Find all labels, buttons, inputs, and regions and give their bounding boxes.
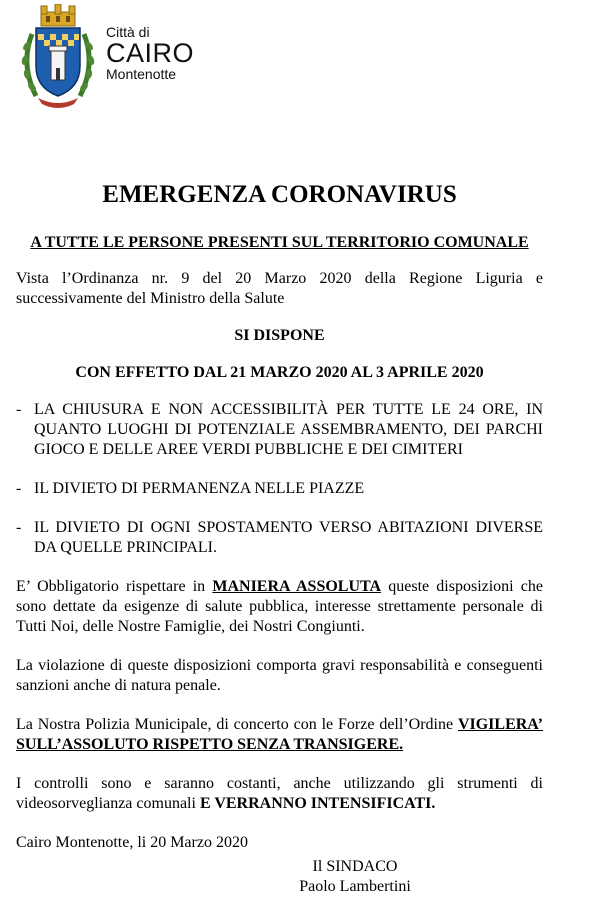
list-item-marker: - (16, 401, 22, 418)
police-text: La Nostra Polizia Municipale, di concerto con le Forze dell’Ordine (16, 716, 458, 733)
list-item (16, 400, 543, 460)
police-emphasis: VIGILERA’ SULL’ASSOLUTO RISPETTO SENZA TRANSIGERE. (16, 716, 543, 753)
signer-name: Paolo Lambertini (299, 878, 411, 895)
signature-block (295, 857, 415, 897)
list-item-text: IL DIVIETO DI OGNI SPOSTAMENTO VERSO ABITAZIONI DIVERSE DA QUELLE PRINCIPALI. (34, 519, 543, 556)
violation-paragraph: La violazione di queste disposizioni comporta gravi responsabilità e conseguenti sanzioni anche di natura penale. (16, 657, 543, 694)
document-title: EMERGENZA CORONAVIRUS (102, 181, 457, 208)
intro-paragraph: Vista l’Ordinanza nr. 9 del 20 Marzo 2020 della Regione Liguria e successivamente del Ministro della Salute (16, 270, 543, 307)
controls-emphasis: E VERRANNO INTENSIFICATI. (199, 795, 436, 812)
effective-dates: CON EFFETTO DAL 21 MARZO 2020 AL 3 APRILE 2020 (75, 364, 484, 381)
signer-role: Il SINDACO (312, 858, 398, 875)
list-item-text: LA CHIUSURA E NON ACCESSIBILITÀ PER TUTTE LE 24 ORE, IN QUANTO LUOGHI DI POTENZIALE ASSEMBRAMENTO, DEI PARCHI GIOCO E DELLE AREE VERDI PUBBLICHE E DEI CIMITERI (34, 401, 543, 458)
city-name-line2: CAIRO (106, 38, 195, 68)
controls-text: I controlli sono e saranno costanti, anche utilizzando gli strumenti di videosorveglianza comunali (16, 775, 543, 812)
obligation-paragraph (16, 577, 543, 637)
list-item (16, 518, 543, 558)
city-name-line1: Città di (106, 24, 150, 40)
letterhead (14, 4, 314, 114)
list-item (16, 479, 543, 499)
city-crest-icon (18, 4, 98, 112)
controls-paragraph (16, 774, 543, 814)
obligation-text-start: E’ Obbligatorio rispettare in (16, 578, 213, 595)
list-item-marker: - (16, 480, 22, 497)
police-paragraph (16, 715, 543, 755)
city-name (106, 24, 194, 82)
provisions-list (16, 400, 543, 558)
document-date: Cairo Montenotte, li 20 Marzo 2020 (16, 834, 248, 851)
ordinance-document (16, 180, 543, 853)
list-item-text: IL DIVIETO DI PERMANENZA NELLE PIAZZE (34, 480, 365, 497)
list-item-marker: - (16, 519, 22, 536)
document-addressee: A TUTTE LE PERSONE PRESENTI SUL TERRITORIO COMUNALE (30, 234, 529, 251)
city-name-line3: Montenotte (106, 66, 177, 82)
obligation-emphasis: MANIERA ASSOLUTA (212, 578, 382, 595)
obligation-text-end: queste disposizioni che sono dettate da esigenze di salute pubblica, interesse strettamente personale di Tutti Noi, delle Nostre Famiglie, dei Nostri Congiunti. (16, 578, 544, 635)
dispone-heading: SI DISPONE (234, 327, 325, 344)
